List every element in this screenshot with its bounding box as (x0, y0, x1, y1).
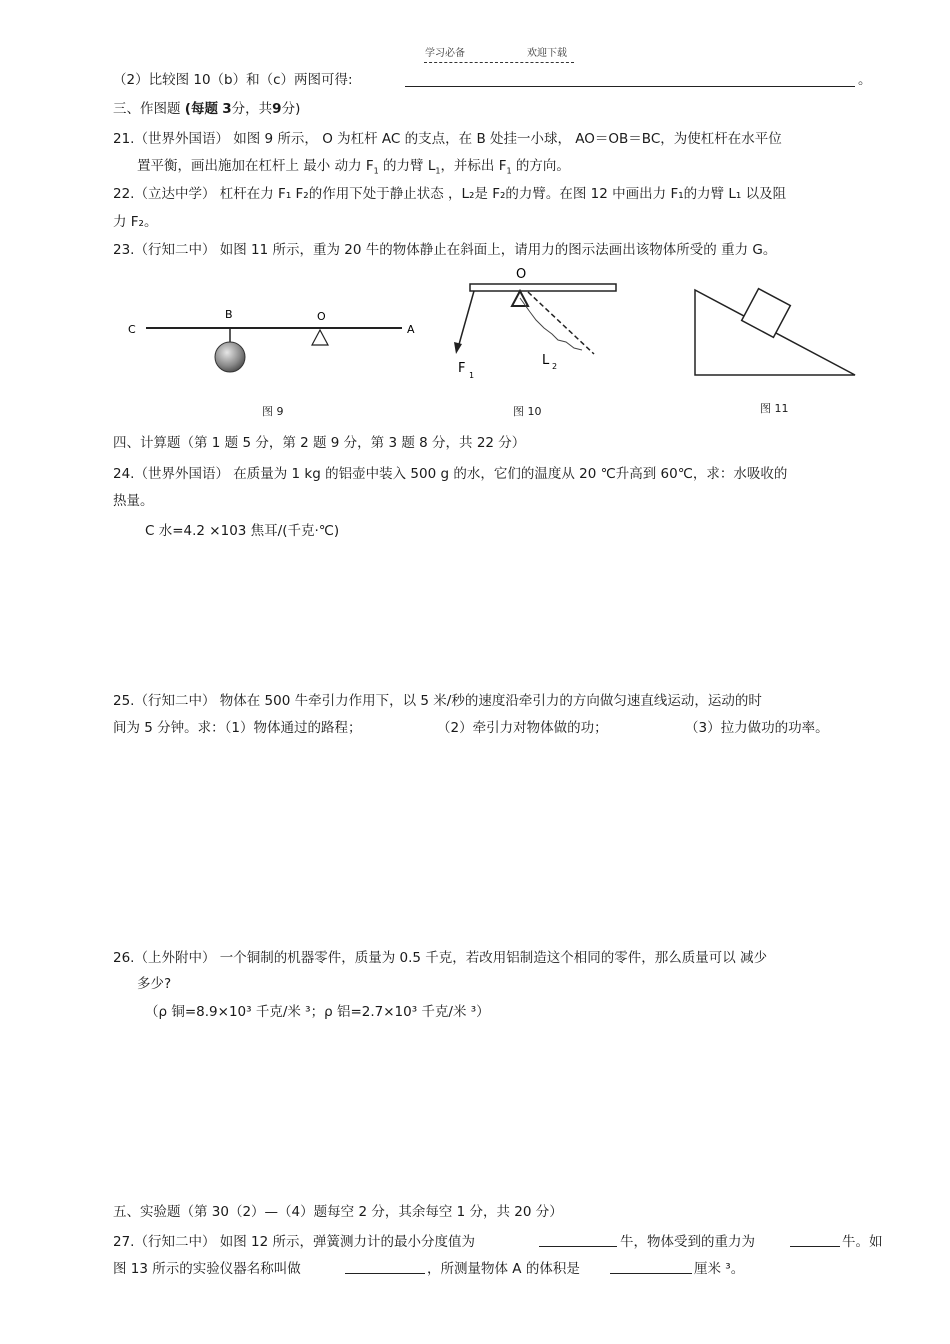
q25-line2a: 间为 5 分钟。求：（1）物体通过的路程； (113, 720, 362, 736)
q27-line2c: 厘米 ³。 (694, 1261, 745, 1277)
q27-blank-4[interactable] (610, 1273, 692, 1274)
fig10-label-f1: F (458, 361, 466, 376)
figure-9-lever (120, 300, 430, 380)
fig10-label-l2: L (542, 353, 550, 368)
l2-wavy-line (520, 298, 582, 350)
q25-line1: 25.（行知二中） 物体在 500 牛牵引力作用下，以 5 米/秒的速度沿牵引力的方向做匀速直线运动，运动的时 (113, 693, 762, 709)
q24-line2: 热量。 (113, 493, 154, 509)
q23-text: 23.（行知二中） 如图 11 所示，重为 20 牛的物体静止在斜面上，请用力的图示法画出该物体所受的 重力 G。 (113, 242, 777, 258)
fig9-label-b: B (225, 308, 233, 321)
q27-blank-3[interactable] (345, 1273, 425, 1274)
fig10-label-f1-sub: 1 (469, 371, 475, 380)
figure-11-caption: 图 11 (760, 402, 789, 415)
q24-formula: C 水=4.2 ×103 焦耳/(千克·℃) (145, 523, 340, 539)
q26-line2: 多少? (137, 976, 172, 992)
q27-line1c: 牛。如 (842, 1234, 883, 1250)
header-right: 欢迎下载 (527, 48, 567, 59)
q22-line1: 22.（立达中学） 杠杆在力 F₁ F₂的作用下处于静止状态 ，L₂是 F₂的力臂。在图 12 中画出力 F₁的力臂 L₁ 以及阻 (113, 186, 787, 202)
section3-heading: 三、作图题 (每题 3分，共9分) (113, 101, 301, 117)
fig9-label-a: A (407, 323, 415, 336)
q25-line2c: （3）拉力做功的功率。 (685, 720, 829, 736)
q27-line1a: 27.（行知二中） 如图 12 所示，弹簧测力计的最小分度值为 (113, 1234, 476, 1250)
q27-line1b: 牛，物体受到的重力为 (620, 1234, 755, 1250)
f1-force-line (458, 291, 474, 348)
q20-answer-blank[interactable] (405, 86, 855, 87)
q26-formula: （ρ 铜=8.9×10³ 千克/米 ³；ρ 铝=2.7×10³ 千克/米 ³） (145, 1004, 490, 1020)
q26-line1: 26.（上外附中） 一个铜制的机器零件，质量为 0.5 千克，若改用铝制造这个相同的零件，那么质量可以 减少 (113, 950, 768, 966)
q24-line1: 24.（世界外国语） 在质量为 1 kg 的铝壶中装入 500 g 的水，它们的温度从 20 ℃升高到 60℃，求：水吸收的 (113, 466, 788, 482)
hanging-ball (215, 342, 245, 372)
figure-10-lever-forces (448, 262, 620, 392)
figure-9-caption: 图 9 (262, 405, 284, 418)
figure-10-caption: 图 10 (513, 405, 542, 418)
q27-blank-2[interactable] (790, 1246, 840, 1247)
fig9-label-o: O (317, 310, 326, 323)
fig9-label-c: C (128, 323, 136, 336)
header-divider (424, 62, 574, 63)
q21-line2: 置平衡，画出施加在杠杆上 最小 动力 $F_1$ 的力臂 $L_1$，并标出 $F_1$ 的方向。 (137, 158, 570, 176)
header-left: 学习必备 (425, 48, 465, 59)
fig10-lever-bar (470, 284, 616, 291)
section5-heading: 五、实验题（第 30（2）—（4）题每空 2 分，其余每空 1 分，共 20 分） (113, 1204, 563, 1220)
fig10-label-o: O (516, 267, 527, 282)
q21-line1: 21.（世界外国语） 如图 9 所示， O 为杠杆 AC 的支点，在 B 处挂一小球， AO＝OB＝BC，为使杠杆在水平位 (113, 131, 782, 147)
q27-line2a: 图 13 所示的实验仪器名称叫做 (113, 1261, 301, 1277)
q20-end: 。 (858, 72, 872, 88)
q25-line2b: （2）牵引力对物体做的功； (437, 720, 608, 736)
figure-11-incline (690, 285, 860, 380)
q20-part2: （2）比较图 10（b）和（c）两图可得: (113, 72, 353, 88)
q27-blank-1[interactable] (539, 1246, 617, 1247)
f1-arrowhead (454, 342, 462, 354)
q27-line2b: ，所测量物体 A 的体积是 (427, 1261, 580, 1277)
q22-line2: 力 F₂。 (113, 214, 158, 230)
fig10-label-l2-sub: 2 (552, 362, 558, 371)
fulcrum-triangle (312, 330, 328, 345)
l2-dashed-line (528, 292, 594, 354)
block-on-incline (742, 289, 791, 338)
section4-heading: 四、计算题（第 1 题 5 分，第 2 题 9 分，第 3 题 8 分，共 22 分） (113, 435, 526, 451)
